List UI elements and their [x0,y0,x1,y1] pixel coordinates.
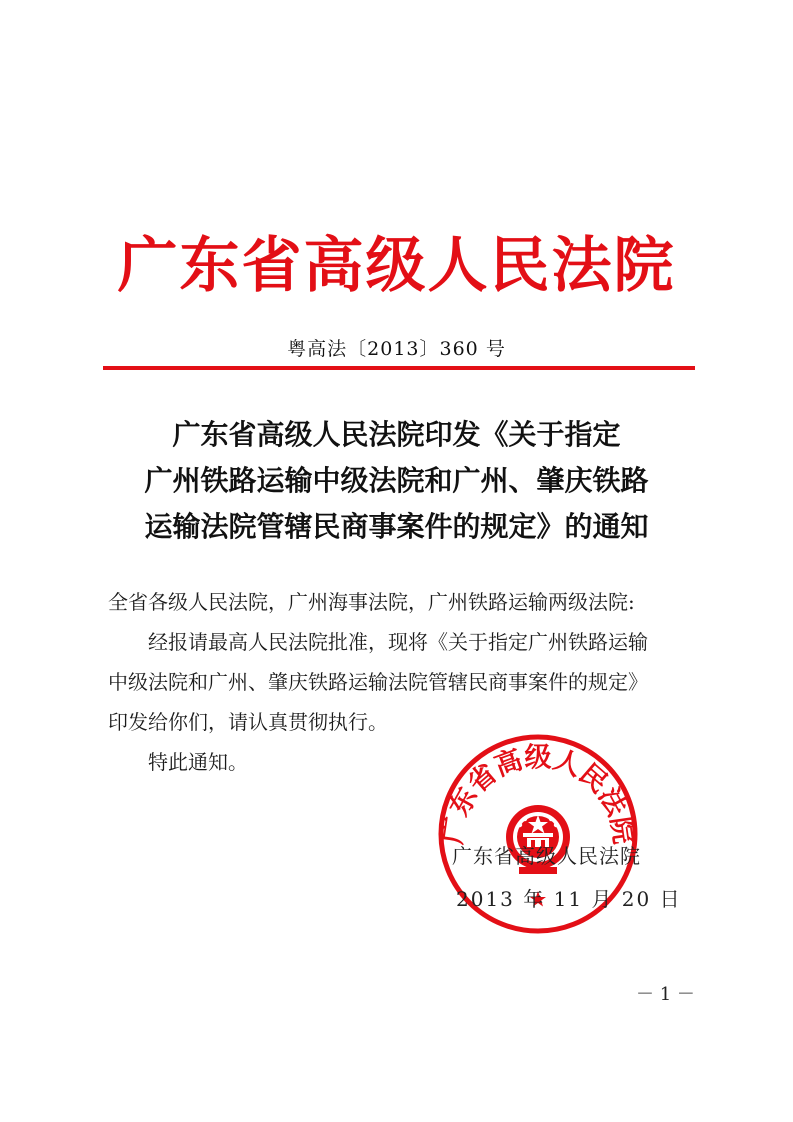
document-title [80,412,713,550]
title-line-3: 运输法院管辖民商事案件的规定》的通知 [144,510,649,543]
title-line-2: 广州铁路运输中级法院和广州、肇庆铁路 [144,464,649,497]
issuer-masthead: 广东省高级人民法院 [117,231,676,301]
body-paragraph [108,622,698,742]
page-number: － 1 － [636,984,695,1005]
seal-text: 广东省高级人民法院 [437,742,639,847]
salutation: 全省各级人民法院，广州海事法院，广州铁路运输两级法院: [108,590,635,614]
paragraph-line-3: 印发给你们，请认真贯彻执行。 [108,710,388,734]
paragraph-line-1: 经报请最高人民法院批准，现将《关于指定广州铁路运输 [148,630,648,654]
closing-remark: 特此通知。 [148,750,248,774]
title-line-1: 广东省高级人民法院印发《关于指定 [172,418,621,451]
signer-name: 广东省高级人民法院 [452,844,641,868]
red-divider-line [103,366,695,370]
document-number: 粤高法〔2013〕360 号 [287,338,506,360]
paragraph-line-2: 中级法院和广州、肇庆铁路运输法院管辖民商事案件的规定》 [108,670,648,694]
signing-date: 2013 年 11 月 20 日 [456,887,682,911]
